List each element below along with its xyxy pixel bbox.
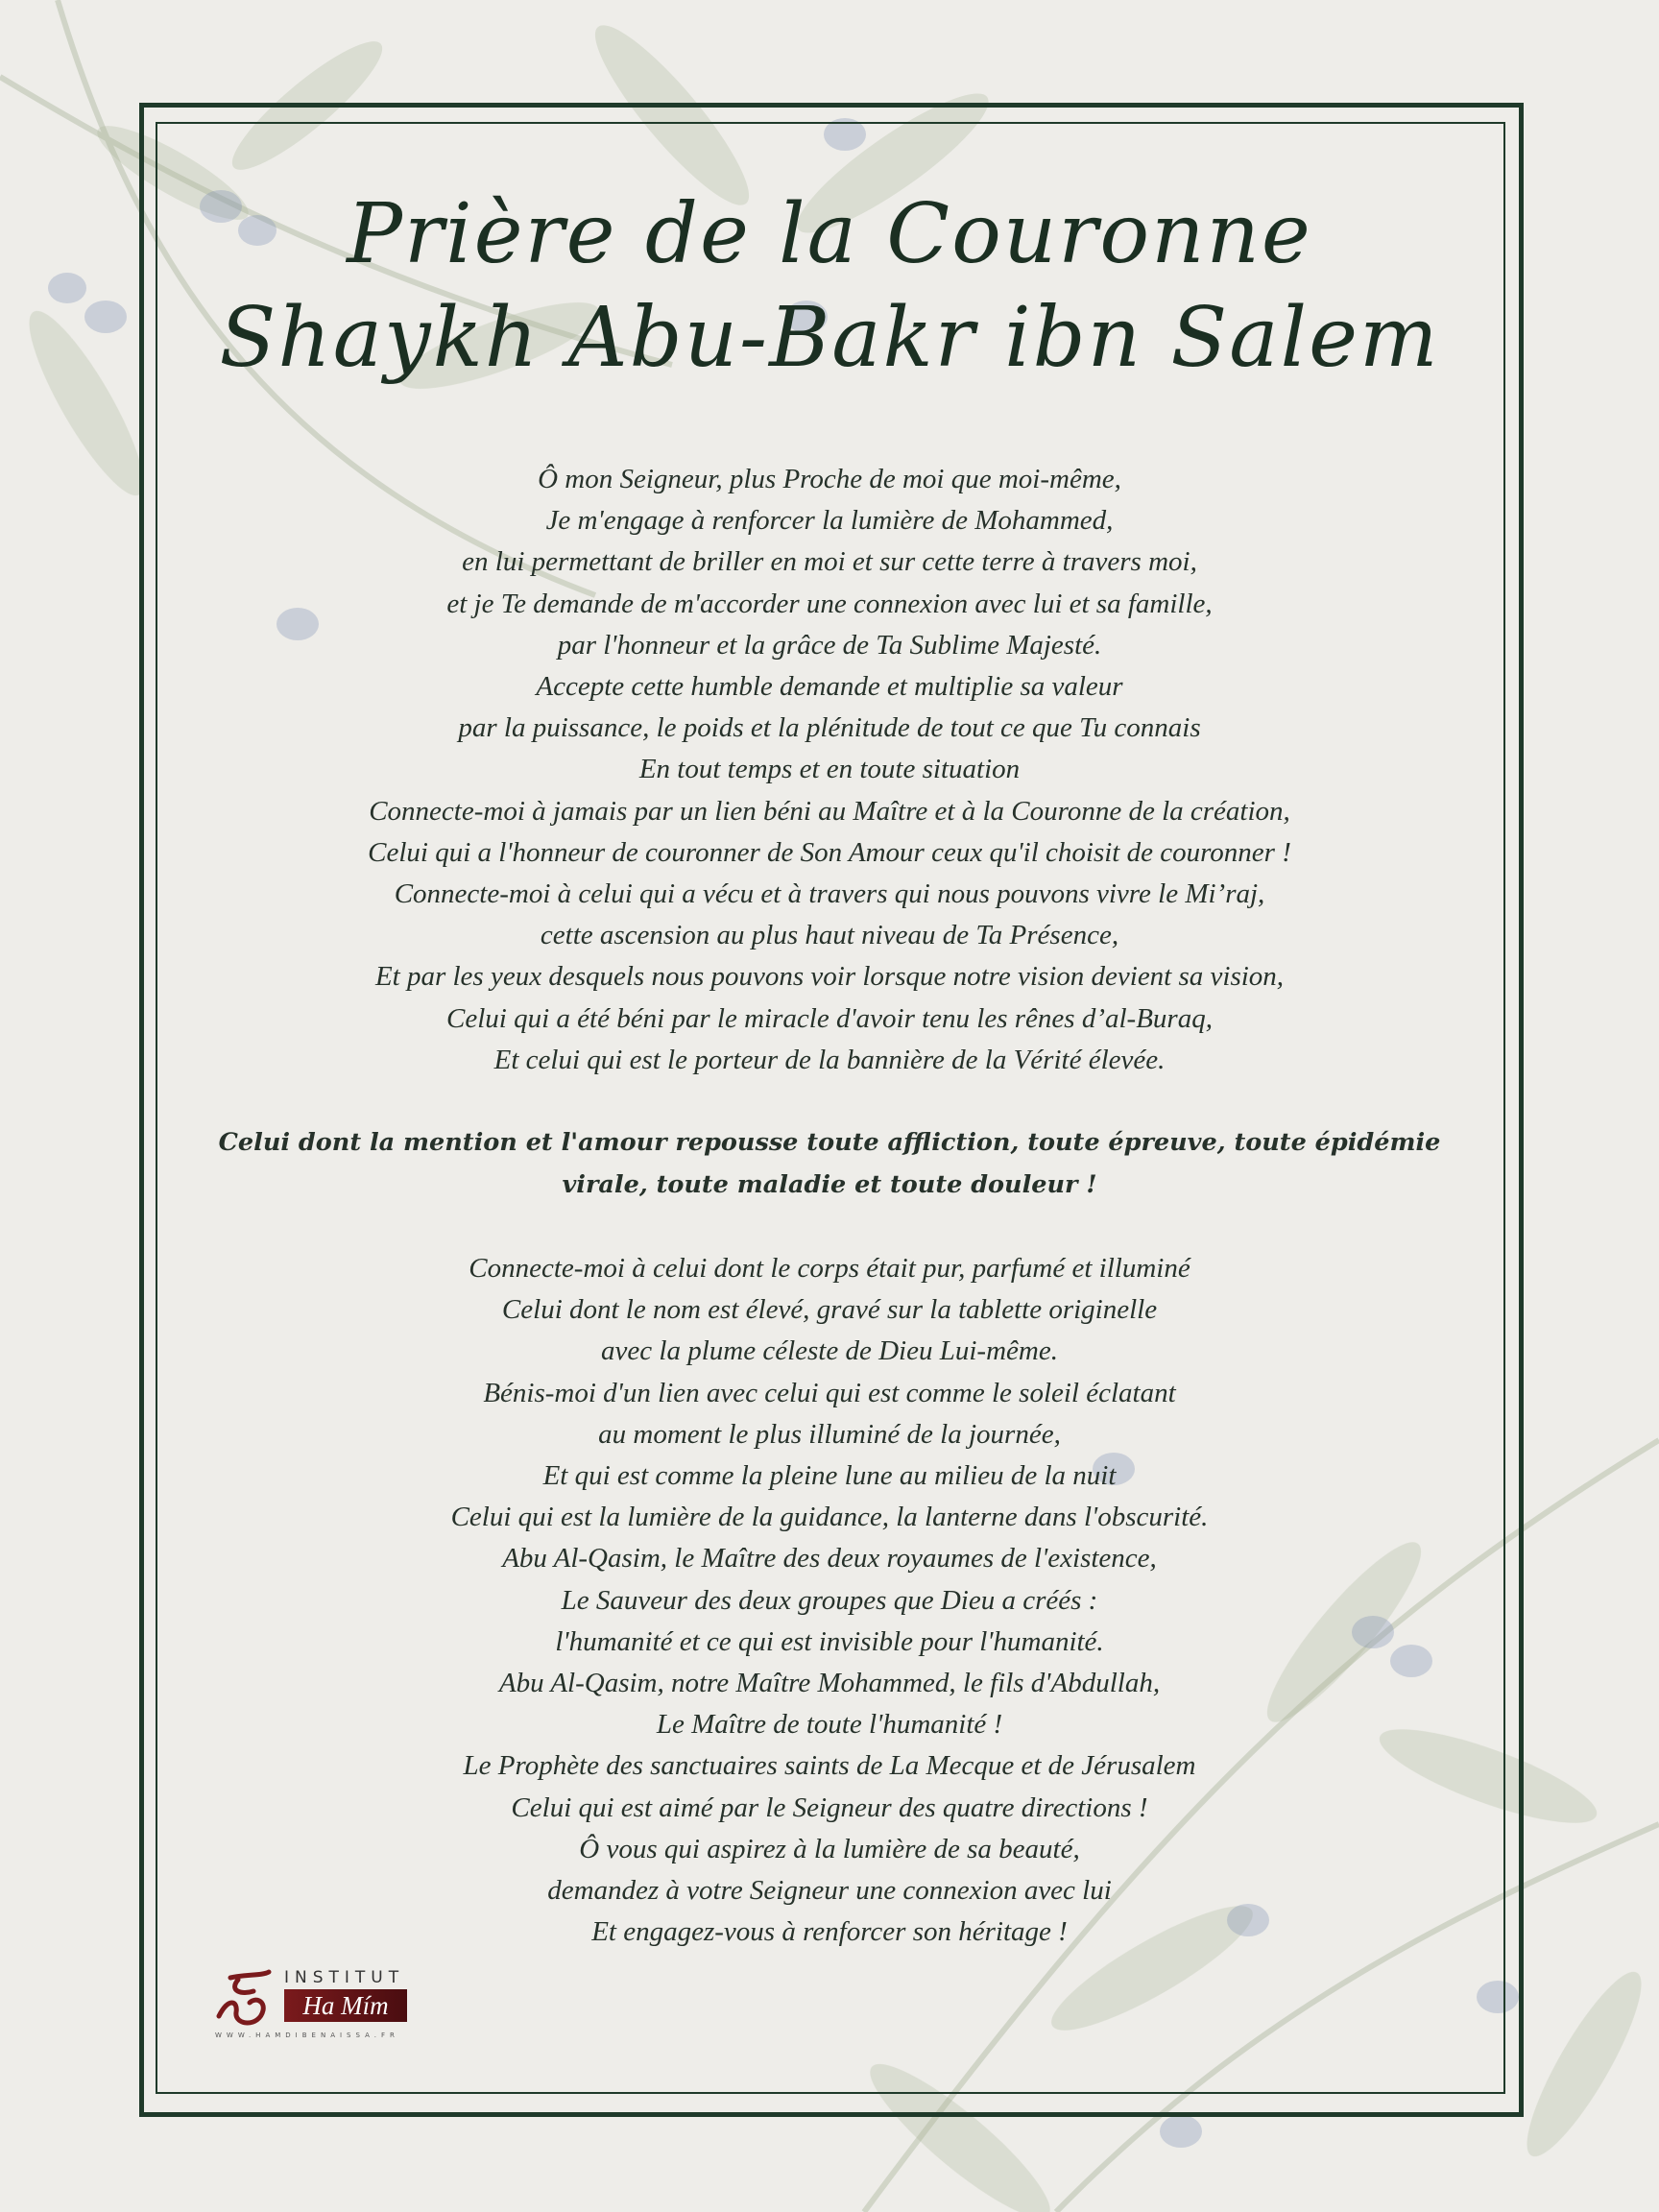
prayer-line: Ô mon Seigneur, plus Proche de moi que moi-même, (538, 464, 1121, 494)
prayer-line: Abu Al-Qasim, le Maître des deux royaumes de l'existence, (502, 1543, 1157, 1575)
prayer-line: Celui qui est aimé par le Seigneur des quatre directions ! (511, 1791, 1148, 1823)
prayer-line: demandez à votre Seigneur une connexion avec lui (547, 1875, 1112, 1907)
prayer-line: Connecte-moi à jamais par un lien béni au Maître et à la Couronne de la création, (369, 795, 1290, 827)
prayer-line: par l'honneur et la grâce de Ta Sublime Majesté. (557, 629, 1102, 661)
prayer-section-bold (0, 1121, 1659, 1206)
prayer-line: Le Sauveur des deux groupes que Dieu a créés : (561, 1584, 1098, 1616)
prayer-line: virale, toute maladie et toute douleur ! (562, 1170, 1097, 1199)
prayer-line: l'humanité et ce qui est invisible pour l'humanité. (555, 1625, 1104, 1657)
title-line-2: Shaykh Abu-Bakr ibn Salem (219, 290, 1440, 386)
prayer-line: Et qui est comme la pleine lune au milieu de la nuit (542, 1460, 1117, 1492)
prayer-line: Je m'engage à renforcer la lumière de Mohammed, (545, 505, 1114, 537)
prayer-line: Celui dont le nom est élevé, gravé sur la tablette originelle (501, 1294, 1158, 1326)
prayer-line: Celui dont la mention et l'amour repousse toute affliction, toute épreuve, toute épidémie (218, 1128, 1441, 1157)
prayer-line: Le Prophète des sanctuaires saints de La Mecque et de Jérusalem (463, 1750, 1196, 1782)
prayer-line: Accepte cette humble demande et multiplie sa valeur (536, 671, 1123, 703)
prayer-section-1 (0, 459, 1659, 1081)
prayer-line: Et engagez-vous à renforcer son héritage ! (591, 1916, 1068, 1948)
title-line-1: Prière de la Couronne (347, 186, 1312, 282)
prayer-line: Abu Al-Qasim, notre Maître Mohammed, le fils d'Abdullah, (498, 1668, 1161, 1699)
prayer-line: En tout temps et en toute situation (638, 754, 1021, 785)
prayer-line: Bénis-moi d'un lien avec celui qui est comme le soleil éclatant (483, 1377, 1176, 1408)
prayer-section-3 (0, 1248, 1659, 1953)
prayer-line: Et celui qui est le porteur de la bannière de la Vérité élevée. (493, 1044, 1166, 1075)
prayer-line: en lui permettant de briller en moi et sur cette terre à travers moi, (462, 546, 1197, 578)
prayer-line: Celui qui a été béni par le miracle d'avoir tenu les rênes d’al-Buraq, (446, 1002, 1213, 1034)
prayer-line: Le Maître de toute l'humanité ! (656, 1709, 1003, 1741)
prayer-line: Connecte-moi à celui qui a vécu et à travers qui nous pouvons vivre le Mi’raj, (394, 878, 1265, 910)
institut-ha-mim-logo (209, 1968, 430, 2045)
prayer-line: Celui qui a l'honneur de couronner de Son Amour ceux qu'il choisit de couronner ! (368, 836, 1291, 868)
prayer-line: au moment le plus illuminé de la journée, (598, 1418, 1061, 1450)
prayer-line: Connecte-moi à celui dont le corps était pur, parfumé et illuminé (469, 1253, 1190, 1284)
prayer-line: avec la plume céleste de Dieu Lui-même. (601, 1335, 1058, 1367)
calligraphy-logo-icon (209, 1968, 278, 2030)
prayer-line: Celui qui est la lumière de la guidance, la lanterne dans l'obscurité. (450, 1502, 1209, 1533)
prayer-line: Ô vous qui aspirez à la lumière de sa beauté, (579, 1833, 1080, 1864)
prayer-line: par la puissance, le poids et la plénitude de tout ce que Tu connais (458, 712, 1201, 744)
logo-name-text: Ha Mím (284, 1989, 407, 2022)
prayer-line: cette ascension au plus haut niveau de Ta Présence, (540, 920, 1119, 951)
page-title (0, 182, 1659, 390)
logo-url-text: WWW.HAMDIBENAISSA.FR (215, 2032, 399, 2039)
prayer-line: Et par les yeux desquels nous pouvons voir lorsque notre vision devient sa vision, (374, 961, 1285, 993)
prayer-line: et je Te demande de m'accorder une connexion avec lui et sa famille, (446, 588, 1213, 619)
logo-institut-text: INSTITUT (284, 1968, 405, 1987)
